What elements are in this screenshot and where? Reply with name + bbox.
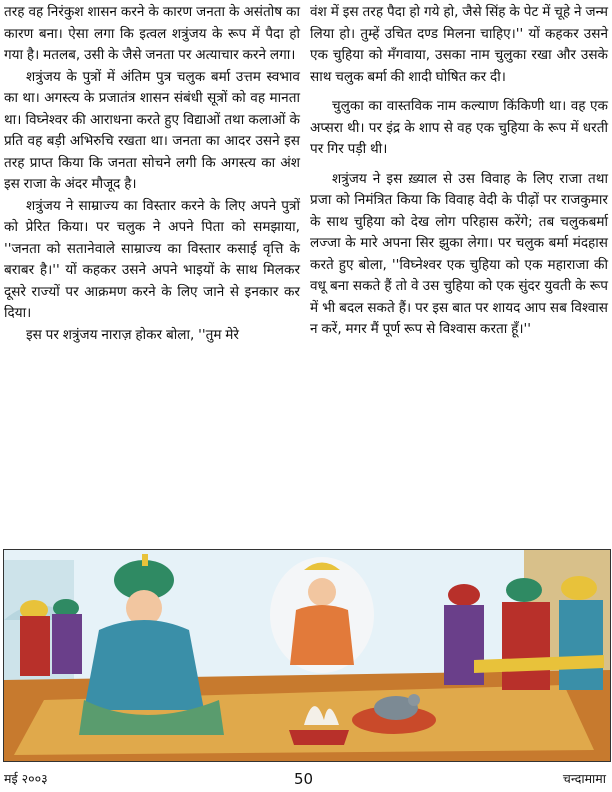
wedding-scene-illustration [4,550,610,761]
magazine-name: चन्दामामा [562,771,606,786]
right-text-column [310,2,608,341]
footer-date: मई २००३ [4,771,48,786]
paragraph: इस पर शत्रुंजय नाराज़ होकर बोला, ''तुम मेरे [26,326,239,343]
paragraph: वंश में इस तरह पैदा हो गये हो, जैसे सिंह के पेट में चूहे ने जन्म लिया हो। तुम्हें उचित दण्ड मिलना चाहिए।'' यों कहकर उसने एक चुहिया को मँगवाया, उसका नाम चुलुका रखा और उसके साथ चलुक बर्मा की शादी घोषित कर दी। [310,4,608,85]
story-illustration [3,549,611,762]
paragraph: तरह वह निरंकुश शासन करने के कारण जनता के असंतोष का कारण बना। ऐसा लगा कि इत्वल शत्रुंजय के रूप में पैदा हो गया है। मतलब, उसी के जैसे जनता पर अत्याचार करने लगा। [4,4,300,63]
paragraph: चुलुका का वास्तविक नाम कल्याण किंकिणी था। वह एक अप्सरा थी। पर इंद्र के शाप से वह एक चुहिया के रूप में धरती पर गिर पड़ी थी। [310,98,608,157]
paragraph: शत्रुंजय के पुत्रों में अंतिम पुत्र चलुक बर्मा उत्तम स्वभाव का था। अगस्त्य के प्रजातंत्र शासन संबंधी सूत्रों को वह मानता था। विघ्नेश्वर की आराधना करते हुए विद्याओं तथा कलाओं के प्रति वह बड़ी अभिरुचि रखता था। जनता का आदर उसने इस तरह प्राप्त किया कि जनता सोचने लगी कि अगस्त्य का अंश इस राजा के अंदर मौजूद है। [4,68,300,192]
paragraph: शत्रुंजय ने साम्राज्य का विस्तार करने के लिए अपने पुत्रों को प्रेरित किया। पर चलुक ने अपने पिता को समझाया, ''जनता को सतानेवाले साम्राज्य का विस्तार कसाई वृत्ति के बराबर है।'' यों कहकर उसने अपने भाइयों के साथ मिलकर दूसरे राज्यों पर आक्रमण करने के लिए जाने से इनकार कर दिया। [4,197,300,321]
paragraph: शत्रुंजय ने इस ख़्याल से उस विवाह के लिए राजा तथा प्रजा को निमंत्रित किया कि विवाह वेदी के पीढ़ों पर राजकुमार के साथ चुहिया को देख लोग परिहास करेंगे; तब चलुकबर्मा लज्जा के मारे अपना सिर झुका लेगा। पर चलुक बर्मा मंदहास करते हुए बोला, ''विघ्नेश्वर एक चुहिया को एक महाराजा की वधू बना सकते हैं तो वे उस चुहिया को एक सुंदर युवती के रूप में भी बदल सकते हैं। पर इस बात पर शायद आप सब विश्वास न करें, मगर मैं पूर्ण रूप से विश्वास करता हूँ।'' [310,170,608,337]
left-text-column [4,2,300,346]
page-number: 50 [294,770,314,788]
